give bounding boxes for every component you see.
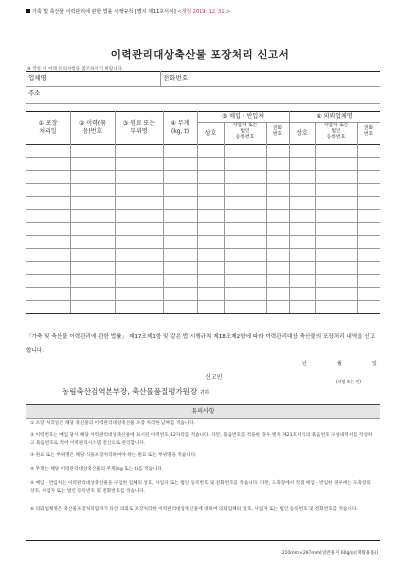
divider xyxy=(160,71,161,86)
signature-label: 신고인 xyxy=(205,374,223,381)
address-label: 주소 xyxy=(28,89,41,97)
notes-bottom-border xyxy=(26,540,380,541)
table-row xyxy=(26,313,380,314)
table-header-bottom xyxy=(26,144,380,145)
table-row xyxy=(26,209,380,210)
table-row xyxy=(26,274,380,275)
column-divider xyxy=(197,111,198,313)
column-divider xyxy=(115,111,116,313)
column-divider xyxy=(315,122,316,313)
signature-note: (서명 또는 인) xyxy=(336,379,361,384)
form-title: 이력관리대상축산물 포장처리 신고서 xyxy=(110,49,290,61)
sub-col-phone: 전화 번호 xyxy=(272,126,283,137)
note-item: ② 이력번호는 매입 당시 해당 이력관리대상축산물에 표시된 이력번호 12자리를 적습니다. 다만, 묶음번호를 적용한 경우 별지 제21호서식의 묶음번호 구성내역서를 작성하고 묶음번호로 적어 이력관리시스템 전산으로 관리합니다. xyxy=(30,433,373,446)
top-note: ※ 작성 시 아래 유의사항을 참조하시기 바랍니다. xyxy=(27,67,124,72)
table-row xyxy=(26,248,380,249)
notes-heading: 유의사항 xyxy=(26,404,380,419)
row-divider xyxy=(26,86,380,87)
date-year: 년 xyxy=(302,361,307,367)
note-item: ⑤ 매입 · 반입처는 이력관리대상축산물을 구입한 업체의 상호, 사업자 또는 법인 등록번호 및 전화번호를 적습니다. 다만, 도축장에서 직접 매입 · 반입한 경우에는 도축장의 상호, 사업자 또는 법인 등록번호 및 전화번호를 적습니다. xyxy=(30,481,371,494)
note-item: ⑥ 의뢰업체명은 축산물포장처리업자가 타인 의뢰로 포장처리한 이력관리대상축산물에 대하여 의뢰업체의 상호, 사업자 또는 법인 등록번호 및 전화번호를 적습니다. xyxy=(30,507,358,512)
sub-col-name: 상호 xyxy=(296,130,308,137)
row-divider xyxy=(26,103,380,104)
table-row xyxy=(26,222,380,223)
column-divider xyxy=(289,111,290,313)
sub-col-reg-number: 사업자 또는 법인 등록번호 xyxy=(232,123,258,140)
column-divider xyxy=(70,111,71,313)
column-divider xyxy=(163,111,164,313)
column-divider xyxy=(357,122,358,313)
note-item: ④ 무게는 해당 이력관리대상축산물의 무게(kg 또는 t)를 적습니다. xyxy=(30,467,164,472)
column-divider xyxy=(224,122,225,313)
column-divider xyxy=(266,122,267,313)
col-material-part: ③ 원료 또는 부위명 xyxy=(122,120,156,135)
table-row xyxy=(26,196,380,197)
recipient-suffix: 귀하 xyxy=(199,390,210,396)
sub-col-reg-number: 사업자 또는 법인 등록번호 xyxy=(323,123,349,140)
date-month: 월 xyxy=(337,361,342,367)
table-row xyxy=(26,261,380,262)
company-name-label: 업체명 xyxy=(28,74,47,82)
table-row xyxy=(26,300,380,301)
table-row xyxy=(26,183,380,184)
sub-col-phone: 전화 번호 xyxy=(363,126,374,137)
note-item: ① 포장 처리일은 해당 축산물의 이력관리대상축산물 포장 처리한 날짜를 적습니다. xyxy=(30,421,196,426)
col-packing-date: ① 포장 처리일 xyxy=(38,120,58,135)
table-row xyxy=(26,287,380,288)
paper-spec: 210mm×297mm[일반용지 60g/㎡(재활용품)] xyxy=(281,551,378,556)
declaration-text: 「가축 및 축산물 이력관리에 관한 법률」 제17조제1항 및 같은 법 시행규칙 제18조제2항에 따라 이력관리대상 축산물의 포장처리 내역을 신고합니다. xyxy=(26,334,376,354)
recipient xyxy=(62,386,209,397)
square-bullet-icon xyxy=(26,9,30,13)
col-weight: ④ 무게 (kg, t) xyxy=(170,120,190,135)
col-requesting-company: ⑥ 의뢰업체명 xyxy=(316,113,353,120)
sub-col-name: 상호 xyxy=(204,130,217,137)
phone-label: 전화번호 xyxy=(163,74,189,82)
table-top-border xyxy=(26,111,380,112)
recipient-name: 농림축산검역본부장, 축산물품질평가원장 xyxy=(62,387,198,396)
table-row xyxy=(26,170,380,171)
table-row xyxy=(26,157,380,158)
top-border xyxy=(26,71,380,72)
law-reference-text: 가축 및 축산물 이력관리에 관한 법률 시행규칙 [별지 제11호서식] xyxy=(32,9,176,15)
date-day: 일 xyxy=(372,361,377,367)
law-reference xyxy=(26,8,230,15)
col-purchase-source: ⑤ 매입 · 반입처 xyxy=(222,113,264,120)
col-trace-number: ② 이력(묶 음)번호 xyxy=(78,120,106,135)
note-item: ③ 원료 또는 부위명은 해당 식용포장처리하여야 하는 원료 또는 부위명을 적습니다. xyxy=(30,453,197,458)
table-row xyxy=(26,235,380,236)
revision-date: <개정 2019. 12. 31.> xyxy=(177,9,231,15)
